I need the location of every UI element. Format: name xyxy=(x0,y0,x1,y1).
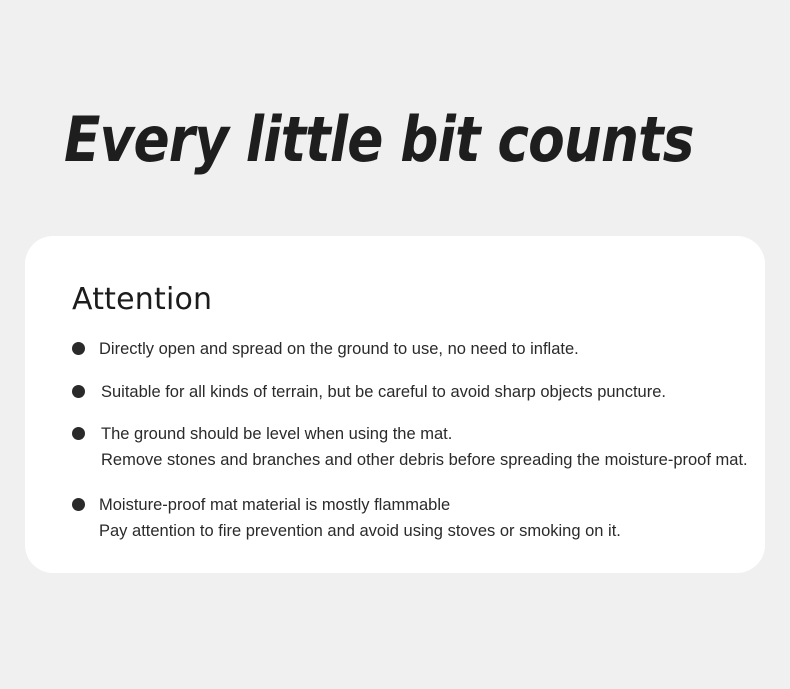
list-item-text: Pay attention to fire prevention and avoid using stoves or smoking on it. xyxy=(99,522,621,540)
bullet-icon xyxy=(72,342,85,355)
bullet-icon xyxy=(72,427,85,440)
bullet-icon xyxy=(72,498,85,511)
attention-card xyxy=(25,236,765,573)
list-item-text: Directly open and spread on the ground to use, no need to inflate. xyxy=(99,340,579,358)
list-item-text: Remove stones and branches and other debris before spreading the moisture-proof mat. xyxy=(101,451,748,469)
card-title: Attention xyxy=(72,282,213,317)
list-item-text: Moisture-proof mat material is mostly flammable xyxy=(99,496,451,514)
list-item-text: Suitable for all kinds of terrain, but be careful to avoid sharp objects puncture. xyxy=(101,383,666,401)
list-item-text: The ground should be level when using the mat. xyxy=(101,425,453,443)
bullet-icon xyxy=(72,385,85,398)
headline: Every little bit counts xyxy=(64,103,694,176)
